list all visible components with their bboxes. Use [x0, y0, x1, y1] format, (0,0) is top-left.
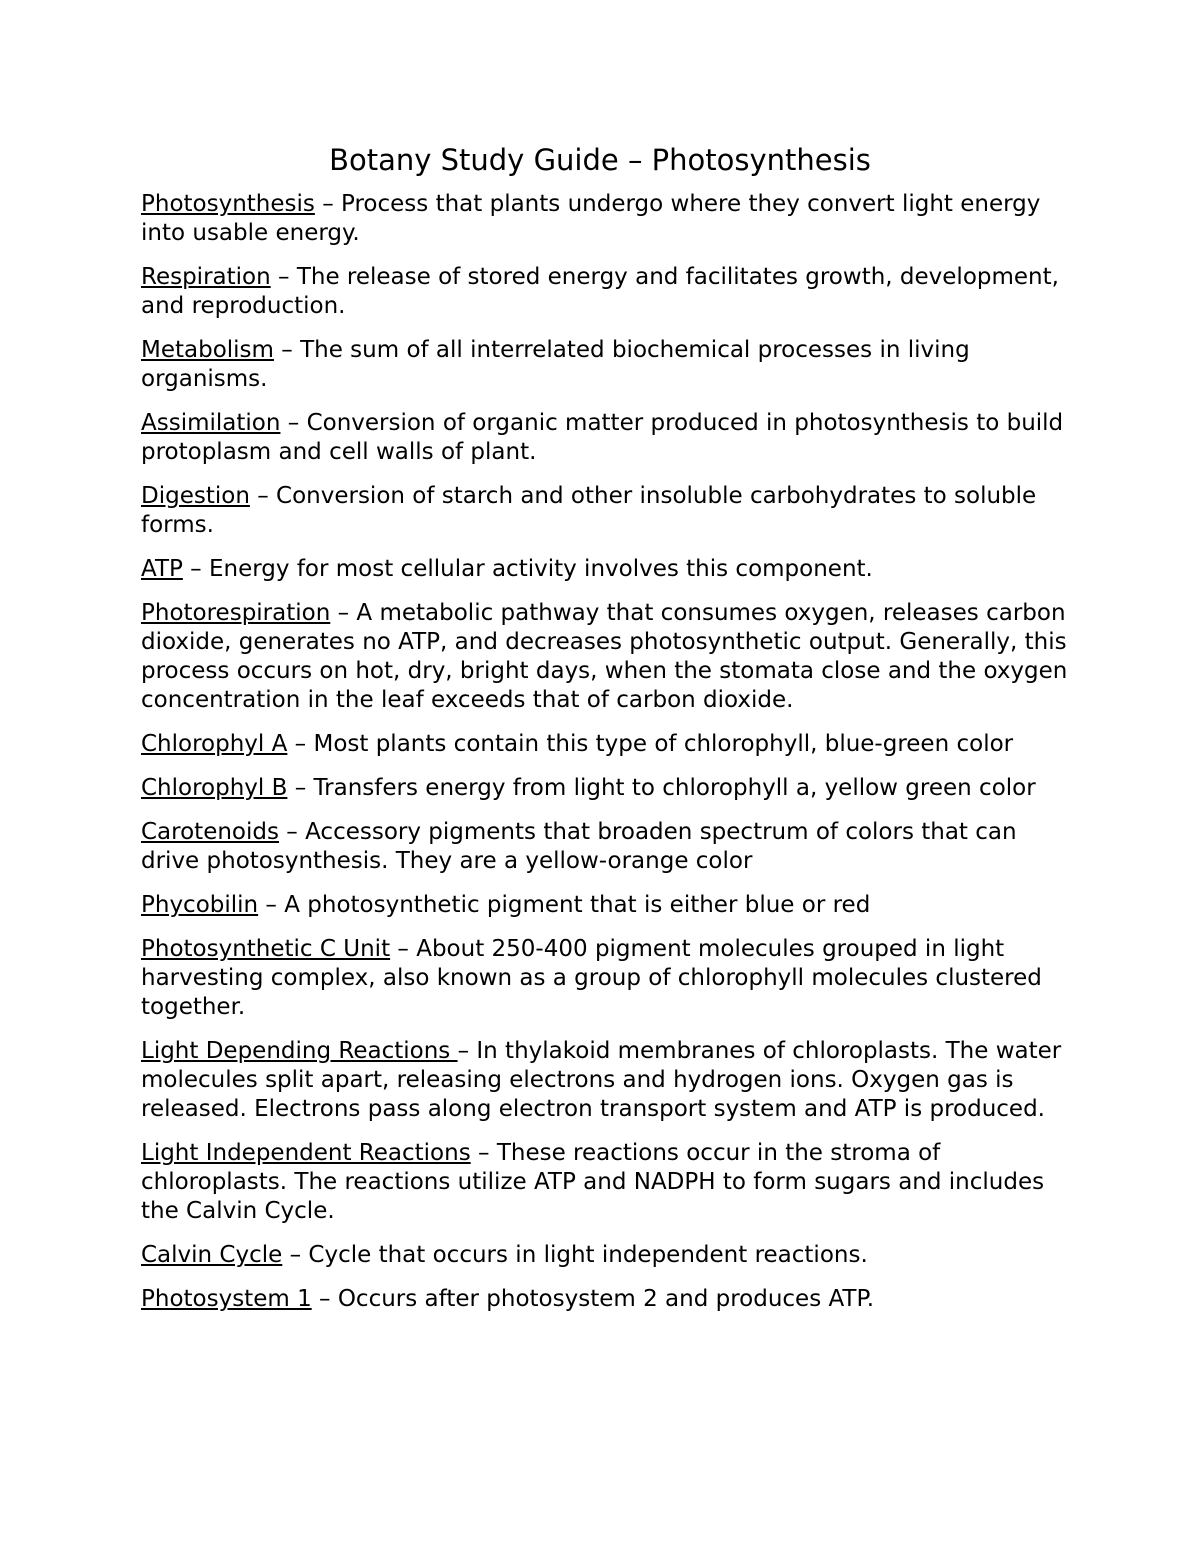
glossary-definition: A photosynthetic pigment that is either blue or red	[284, 892, 871, 918]
glossary-definition: About 250-400 pigment molecules grouped in light harvesting complex, also known as a group of chlorophyll molecules clustered together.	[141, 936, 1042, 1020]
glossary-definition: Transfers energy from light to chlorophyll a, yellow green color	[313, 775, 1036, 801]
glossary-definition: A metabolic pathway that consumes oxygen, releases carbon dioxide, generates no ATP, and decreases photosynthetic output. Generally, this process occurs on hot, dry, bright days, when the stomata close and the oxygen concentration in the leaf exceeds that of carbon dioxide.	[141, 600, 1068, 713]
glossary-term: Carotenoids	[141, 819, 279, 845]
glossary-entry	[141, 409, 1071, 467]
glossary-entry	[141, 1285, 1071, 1314]
glossary-entry	[141, 818, 1071, 876]
term-separator: –	[273, 337, 301, 363]
term-separator: –	[457, 1038, 477, 1064]
glossary-definition: The sum of all interrelated biochemical processes in living organisms.	[141, 337, 970, 392]
glossary-definition: These reactions occur in the stroma of chloroplasts. The reactions utilize ATP and NADPH to form sugars and includes the Calvin Cycle.	[141, 1140, 1045, 1224]
glossary-term: Metabolism	[141, 337, 274, 363]
glossary-term: Photosystem 1	[141, 1286, 312, 1312]
term-separator: –	[470, 1140, 497, 1166]
glossary-entry	[141, 555, 1071, 584]
glossary-definition: Accessory pigments that broaden spectrum of colors that can drive photosynthesis. They are a yellow-orange color	[141, 819, 1017, 874]
glossary-definition: Cycle that occurs in light independent reactions.	[308, 1242, 868, 1268]
glossary-term: Assimilation	[141, 410, 281, 436]
term-separator: –	[278, 819, 306, 845]
term-separator: –	[287, 731, 314, 757]
term-separator: –	[280, 410, 307, 436]
glossary-definition: Most plants contain this type of chlorophyll, blue-green color	[313, 731, 1014, 757]
term-separator: –	[282, 1242, 309, 1268]
glossary-term: Photosynthetic C Unit	[141, 936, 391, 962]
glossary-entry	[141, 336, 1071, 394]
glossary-definition: Process that plants undergo where they convert light energy into usable energy.	[141, 191, 1041, 246]
glossary-entry	[141, 190, 1071, 248]
document-page	[141, 138, 1071, 1329]
term-separator: –	[390, 936, 417, 962]
glossary-term: Digestion	[141, 483, 250, 509]
term-separator: –	[314, 191, 342, 217]
glossary-entry	[141, 482, 1071, 540]
glossary-definition: Occurs after photosystem 2 and produces ATP.	[337, 1286, 875, 1312]
glossary-term: Respiration	[141, 264, 271, 290]
page-title: Botany Study Guide – Photosynthesis	[329, 143, 871, 177]
glossary-entry	[141, 599, 1071, 715]
glossary-entry	[141, 1241, 1071, 1270]
glossary-definition: Conversion of organic matter produced in photosynthesis to build protoplasm and cell walls of plant.	[141, 410, 1064, 465]
glossary-term: Photorespiration	[141, 600, 331, 626]
term-separator: –	[270, 264, 297, 290]
glossary-term: Chlorophyl B	[141, 775, 288, 801]
term-separator: –	[249, 483, 277, 509]
glossary-term: Calvin Cycle	[141, 1242, 283, 1268]
glossary-definition: Conversion of starch and other insoluble carbohydrates to soluble forms.	[141, 483, 1037, 538]
glossary-term: Light Depending Reactions	[141, 1038, 458, 1064]
glossary-definition: In thylakoid membranes of chloroplasts. The water molecules split apart, releasing electrons and hydrogen ions. Oxygen gas is released. Electrons pass along electron transport system and ATP is produced.	[141, 1038, 1062, 1122]
glossary-term: Chlorophyl A	[141, 731, 288, 757]
glossary-definition: The release of stored energy and facilitates growth, development, and reproduction.	[141, 264, 1059, 319]
term-separator: –	[311, 1286, 338, 1312]
glossary-term: Photosynthesis	[141, 191, 315, 217]
term-separator: –	[330, 600, 357, 626]
glossary-entry	[141, 774, 1071, 803]
glossary-entry	[141, 730, 1071, 759]
glossary-entry	[141, 891, 1071, 920]
glossary-entry	[141, 935, 1071, 1022]
glossary-term: ATP	[141, 556, 183, 582]
glossary-term: Phycobilin	[141, 892, 259, 918]
glossary-entry	[141, 1037, 1071, 1124]
glossary-entry	[141, 263, 1071, 321]
term-separator: –	[287, 775, 314, 801]
term-separator: –	[258, 892, 285, 918]
glossary-entry	[141, 1139, 1071, 1226]
glossary-definition: Energy for most cellular activity involves this component.	[209, 556, 873, 582]
glossary-term: Light Independent Reactions	[141, 1140, 471, 1166]
term-separator: –	[182, 556, 209, 582]
